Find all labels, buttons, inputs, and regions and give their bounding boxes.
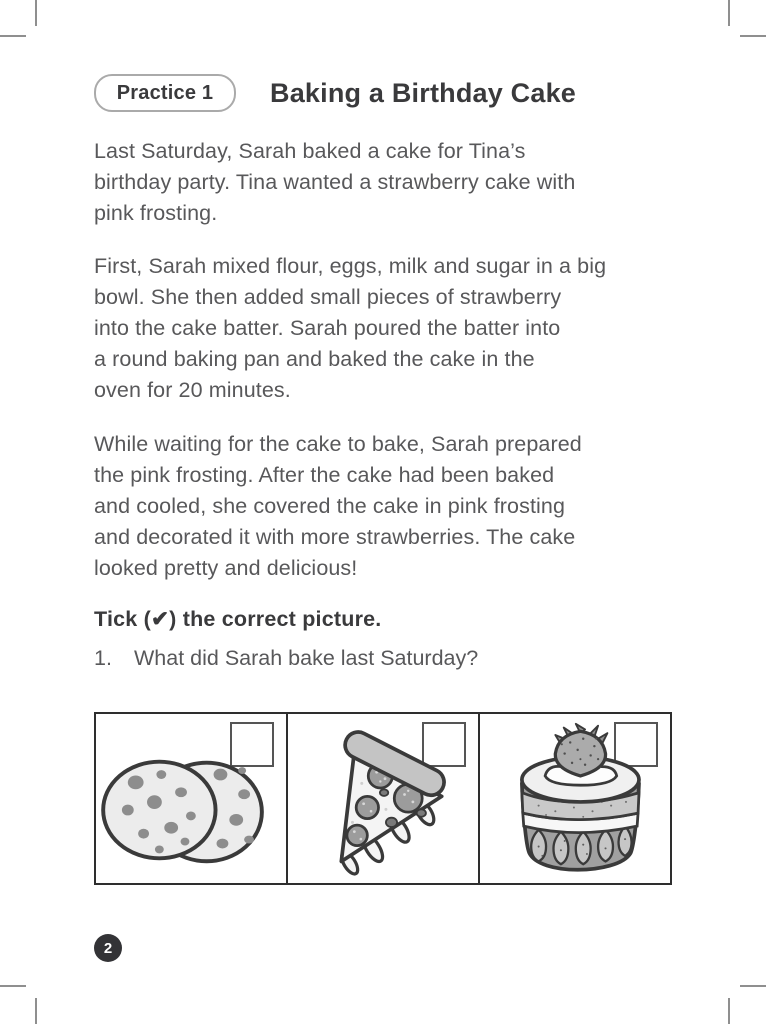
passage-line: the pink frosting. After the cake had been baked [94, 463, 555, 487]
passage-line: While waiting for the cake to bake, Sarah prepared [94, 432, 582, 456]
question-text: What did Sarah bake last Saturday? [134, 646, 479, 670]
question-number: 1. [94, 646, 112, 670]
crop-mark [35, 0, 37, 26]
passage-paragraph-3 [94, 429, 582, 584]
crop-mark [0, 985, 26, 987]
crop-mark [728, 0, 730, 26]
passage-paragraph-2 [94, 251, 606, 406]
picture-options-table [94, 712, 672, 885]
crop-mark [35, 998, 37, 1024]
passage-line: and decorated it with more strawberries. The cake [94, 525, 576, 549]
page-title: Baking a Birthday Cake [270, 77, 577, 108]
crop-mark [0, 35, 26, 37]
strawberry-cake-illustration [494, 722, 652, 880]
crop-mark [740, 35, 766, 37]
question-1 [94, 646, 478, 671]
header [94, 74, 576, 112]
crop-mark [728, 998, 730, 1024]
cookies-illustration [100, 741, 268, 879]
option-cell-cake [480, 714, 670, 883]
passage-line: Last Saturday, Sarah baked a cake for Tina’s [94, 139, 526, 163]
option-cell-pizza [288, 714, 480, 883]
passage-line: and cooled, she covered the cake in pink frosting [94, 494, 566, 518]
passage-line: a round baking pan and baked the cake in the [94, 347, 535, 371]
passage-line: First, Sarah mixed flour, eggs, milk and sugar in a big [94, 254, 607, 278]
passage-line: into the cake batter. Sarah poured the batter into [94, 316, 561, 340]
page-number-badge: 2 [94, 934, 122, 962]
passage-line: birthday party. Tina wanted a strawberry cake with [94, 170, 576, 194]
tick-instruction: Tick (✔) the correct picture. [94, 607, 382, 631]
passage-line: looked pretty and delicious! [94, 556, 358, 580]
crop-mark [740, 985, 766, 987]
practice-badge: Practice 1 [94, 74, 236, 112]
passage-line: pink frosting. [94, 201, 218, 225]
option-cell-cookies [96, 714, 288, 883]
passage-line: bowl. She then added small pieces of strawberry [94, 285, 562, 309]
passage-paragraph-1 [94, 136, 575, 229]
passage-line: oven for 20 minutes. [94, 378, 291, 402]
pizza-slice-illustration [306, 720, 464, 882]
